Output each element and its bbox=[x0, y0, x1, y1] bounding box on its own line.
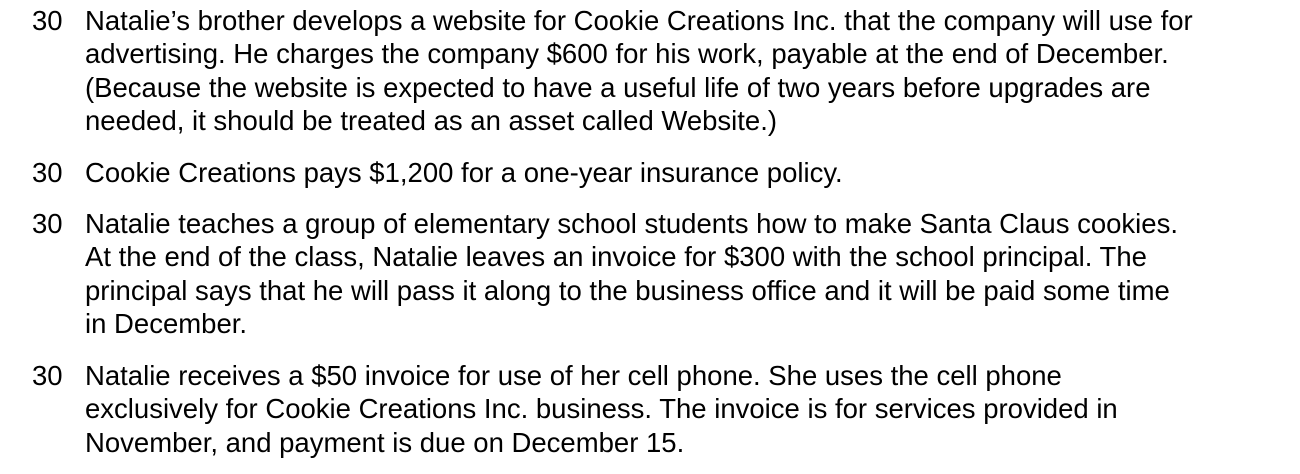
description-line: At the end of the class, Natalie leaves an invoice for $300 with the school principal. The bbox=[85, 241, 1147, 273]
transaction-description bbox=[85, 4, 1285, 137]
description-line: in December. bbox=[85, 307, 248, 339]
description-line: exclusively for Cookie Creations Inc. business. The invoice is for services provided in bbox=[85, 393, 1118, 425]
description-line: needed, it should be treated as an asset called Website.) bbox=[85, 104, 778, 136]
description-line: (Because the website is expected to have a useful life of two years before upgrades are bbox=[85, 71, 1151, 103]
description-line: Natalie teaches a group of elementary school students how to make Santa Claus cookies. bbox=[85, 208, 1178, 239]
transaction-description bbox=[85, 156, 1285, 189]
description-line: principal says that he will pass it along to the business office and it will be paid some time bbox=[85, 274, 1170, 306]
description-line: advertising. He charges the company $600 for his work, payable at the end of December. bbox=[85, 38, 1169, 70]
transaction-day: 30 bbox=[32, 360, 63, 391]
transaction-day: 30 bbox=[32, 208, 63, 239]
transaction-description bbox=[85, 207, 1285, 340]
transaction-day: 30 bbox=[32, 157, 63, 188]
description-line: Natalie’s brother develops a website for Cookie Creations Inc. that the company will use for bbox=[85, 5, 1193, 36]
description-line: November, and payment is due on December 15. bbox=[85, 426, 685, 458]
description-line: Cookie Creations pays $1,200 for a one-year insurance policy. bbox=[85, 157, 843, 188]
transaction-day: 30 bbox=[32, 5, 63, 36]
description-line: Natalie receives a $50 invoice for use of her cell phone. She uses the cell phone bbox=[85, 360, 1062, 391]
transaction-description bbox=[85, 359, 1285, 459]
